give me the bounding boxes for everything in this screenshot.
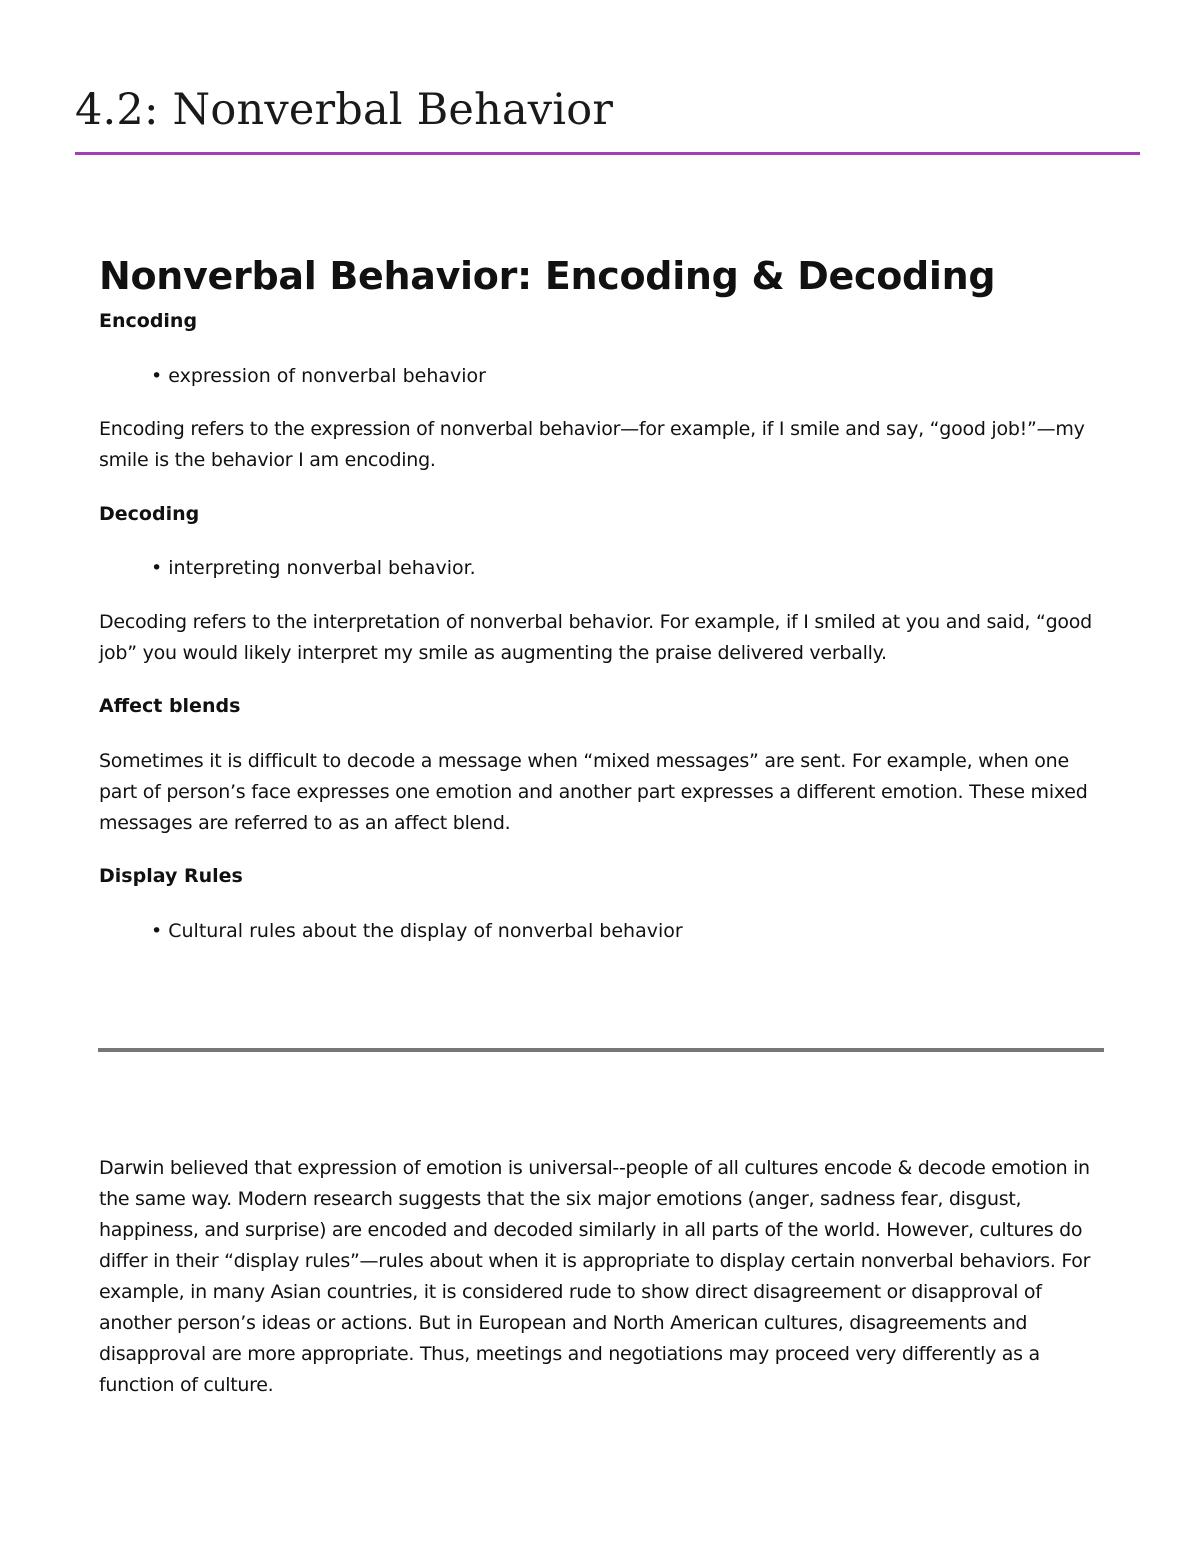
title-underline bbox=[75, 152, 1140, 155]
encoding-heading: Encoding bbox=[99, 310, 198, 332]
display-rules-bullet: • Cultural rules about the display of nonverbal behavior bbox=[151, 920, 683, 942]
decoding-heading: Decoding bbox=[99, 503, 200, 525]
section-title: Nonverbal Behavior: Encoding & Decoding bbox=[99, 254, 996, 298]
page-title: 4.2: Nonverbal Behavior bbox=[75, 85, 614, 135]
affect-blends-paragraph: Sometimes it is difficult to decode a message when “mixed messages” are sent. For example, when one part of person’s face expresses one emotion and another part expresses a different emotion. These mixed messages are referred to as an affect blend. bbox=[99, 750, 1088, 834]
main-content bbox=[99, 250, 1109, 947]
decoding-bullet: • interpreting nonverbal behavior. bbox=[151, 557, 476, 579]
decoding-paragraph: Decoding refers to the interpretation of nonverbal behavior. For example, if I smiled at you and said, “good job” you would likely interpret my smile as augmenting the praise delivered verbally. bbox=[99, 611, 1092, 664]
display-rules-heading: Display Rules bbox=[99, 865, 243, 887]
affect-blends-heading: Affect blends bbox=[99, 695, 241, 717]
encoding-paragraph: Encoding refers to the expression of nonverbal behavior—for example, if I smile and say, “good job!”—my smile is the behavior I am encoding. bbox=[99, 418, 1085, 471]
encoding-bullet: • expression of nonverbal behavior bbox=[151, 365, 486, 387]
darwin-paragraph: Darwin believed that expression of emotion is universal--people of all cultures encode & decode emotion in the same way. Modern research suggests that the six major emotions (anger, sadness fear, disgust, happiness, and surprise) are encoded and decoded similarly in all parts of the world. However, cultures do differ in their “display rules”—rules about when it is appropriate to display certain nonverbal behaviors. For example, in many Asian countries, it is considered rude to show direct disagreement or disapproval of another person’s ideas or actions. But in European and North American cultures, disagreements and disapproval are more appropriate. Thus, meetings and negotiations may proceed very differently as a function of culture. bbox=[99, 1157, 1091, 1396]
section-divider bbox=[98, 1048, 1104, 1052]
